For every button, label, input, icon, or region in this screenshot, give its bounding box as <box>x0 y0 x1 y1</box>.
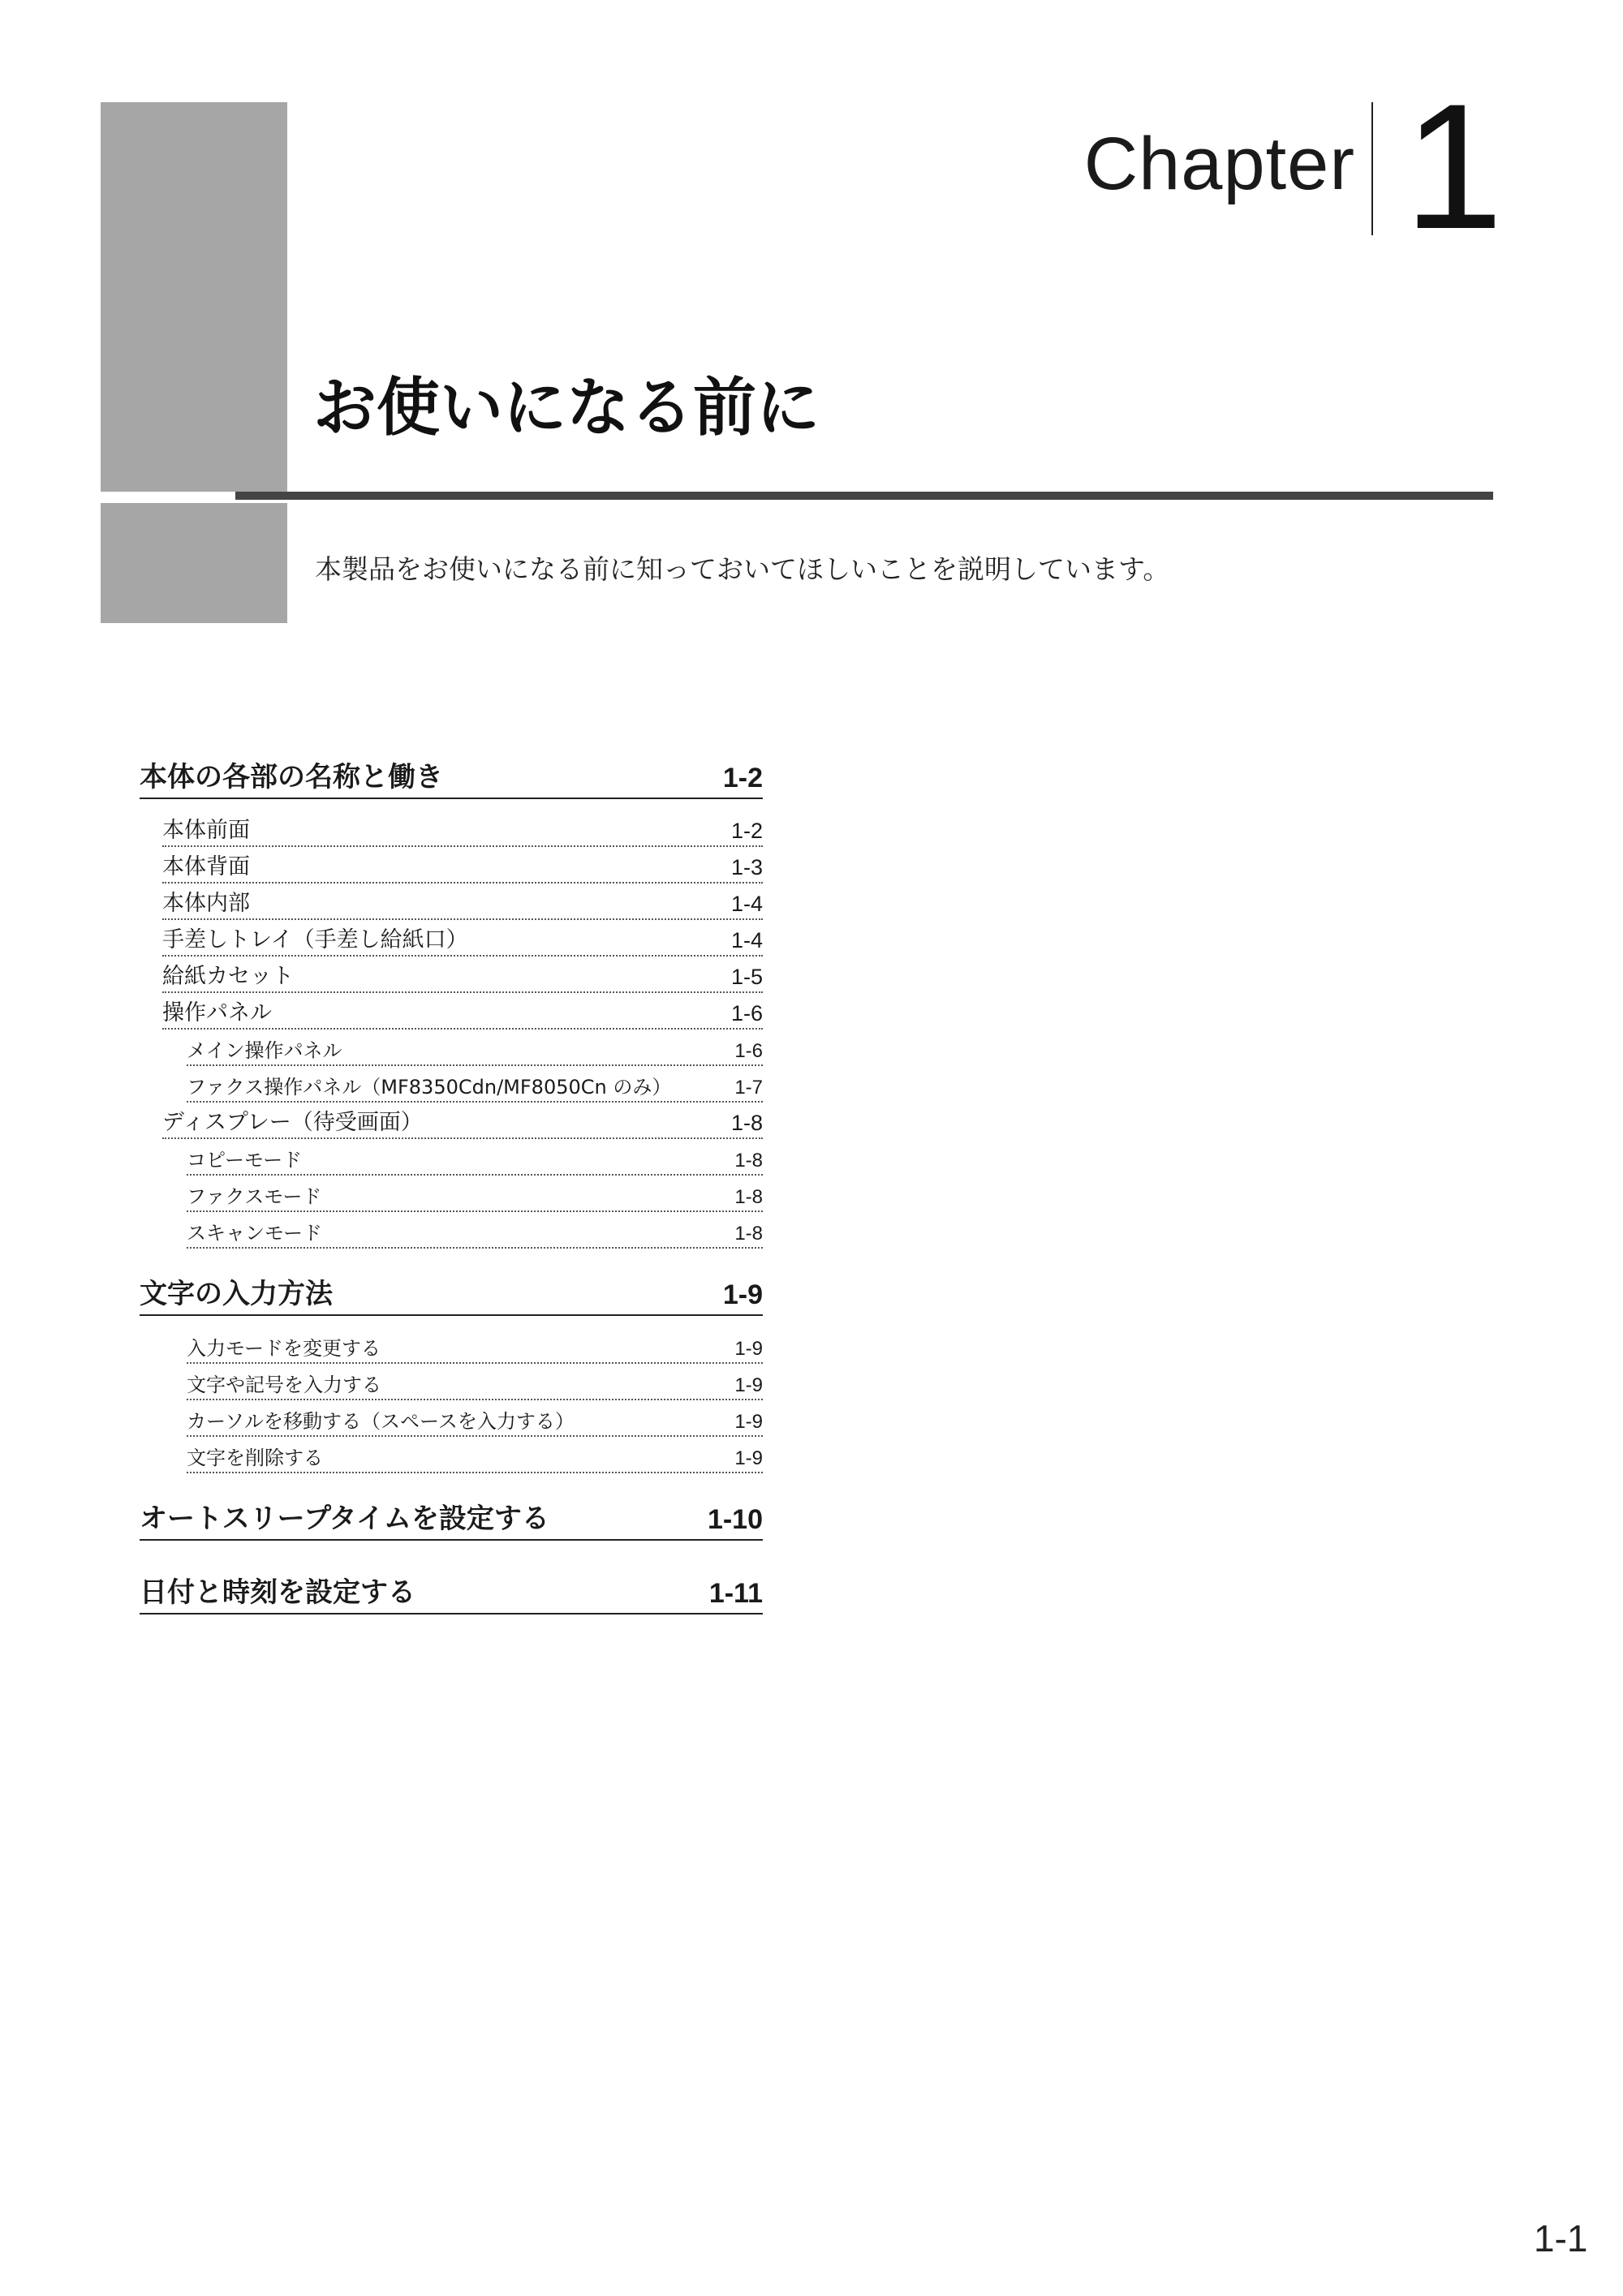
toc-section-title: オートスリープタイムを設定する <box>140 1503 549 1535</box>
toc-item-page: 1-9 <box>734 1374 763 1396</box>
toc-item-page: 1-9 <box>734 1411 763 1433</box>
toc-item-page: 1-6 <box>734 1040 763 1062</box>
chapter-separator <box>1371 102 1373 235</box>
toc-item-page: 1-5 <box>730 965 763 989</box>
toc-item-title: メイン操作パネル <box>187 1039 342 1062</box>
toc-item-list <box>140 810 763 1249</box>
toc-item-page: 1-9 <box>734 1338 763 1360</box>
toc-item-title: コピーモード <box>187 1149 303 1172</box>
toc-item[interactable] <box>187 1364 763 1400</box>
title-rule <box>235 492 1493 500</box>
toc-item-page: 1-8 <box>734 1150 763 1172</box>
toc-section <box>140 755 763 1249</box>
toc-item-title: 本体内部 <box>162 891 250 916</box>
toc-item-title: ファクスモード <box>187 1185 322 1208</box>
toc-item[interactable] <box>187 1030 763 1066</box>
toc-item[interactable] <box>187 1400 763 1437</box>
toc-item-page: 1-4 <box>730 892 763 916</box>
toc-item-page: 1-8 <box>734 1186 763 1208</box>
chapter-tab-block <box>101 102 287 492</box>
toc-item-page: 1-6 <box>730 1001 763 1025</box>
toc-section-title: 文字の入力方法 <box>140 1278 333 1310</box>
toc-section-page: 1-10 <box>707 1504 763 1535</box>
toc-item[interactable] <box>187 1176 763 1212</box>
toc-item[interactable] <box>162 1103 763 1139</box>
toc-section-title: 本体の各部の名称と働き <box>140 761 443 793</box>
toc-item-title: 文字や記号を入力する <box>187 1374 381 1396</box>
toc-item[interactable] <box>162 920 763 957</box>
toc-item[interactable] <box>162 884 763 920</box>
toc-item-title: ファクス操作パネル（MF8350Cdn/MF8050Cn のみ） <box>187 1076 672 1099</box>
toc-item-page: 1-2 <box>730 819 763 843</box>
toc-item[interactable] <box>187 1139 763 1176</box>
toc-item-page: 1-9 <box>734 1447 763 1469</box>
toc-item-title: 本体前面 <box>162 818 250 843</box>
table-of-contents <box>140 755 763 1644</box>
toc-item-title: カーソルを移動する（スペースを入力する） <box>187 1410 575 1433</box>
toc-item[interactable] <box>162 847 763 884</box>
toc-item-list <box>140 1327 763 1473</box>
toc-item[interactable] <box>187 1212 763 1249</box>
toc-item-page: 1-7 <box>734 1077 763 1099</box>
toc-item-page: 1-8 <box>734 1223 763 1245</box>
toc-section-heading[interactable] <box>140 755 763 799</box>
toc-section <box>140 1271 763 1473</box>
toc-item-title: 本体背面 <box>162 854 250 879</box>
toc-item-title: 給紙カセット <box>162 964 294 989</box>
toc-item-page: 1-3 <box>730 855 763 879</box>
toc-item-title: 文字を削除する <box>187 1447 323 1469</box>
toc-item-title: ディスプレー（待受画面） <box>162 1110 423 1135</box>
chapter-tab-block-lower <box>101 503 287 623</box>
toc-item[interactable] <box>187 1327 763 1364</box>
toc-item[interactable] <box>162 810 763 847</box>
chapter-lead: 本製品をお使いになる前に知っておいてほしいことを説明しています。 <box>315 553 1170 585</box>
toc-section-title: 日付と時刻を設定する <box>140 1576 415 1609</box>
toc-section <box>140 1570 763 1615</box>
toc-item-page: 1-8 <box>730 1111 763 1135</box>
toc-item-title: スキャンモード <box>187 1222 323 1245</box>
toc-section-page: 1-9 <box>722 1279 763 1310</box>
toc-section-page: 1-2 <box>722 763 763 793</box>
chapter-title: お使いになる前に <box>313 372 820 445</box>
toc-item-title: 操作パネル <box>162 1000 272 1025</box>
toc-section-heading[interactable] <box>140 1496 763 1541</box>
toc-item-title: 入力モードを変更する <box>187 1337 381 1360</box>
toc-section-page: 1-11 <box>708 1578 763 1609</box>
toc-item[interactable] <box>187 1437 763 1473</box>
toc-item-page: 1-4 <box>730 928 763 952</box>
chapter-label: Chapter <box>1083 123 1355 205</box>
toc-item[interactable] <box>162 957 763 993</box>
chapter-number: 1 <box>1404 67 1504 266</box>
toc-item[interactable] <box>187 1066 763 1103</box>
toc-item[interactable] <box>162 993 763 1030</box>
toc-item-title: 手差しトレイ（手差し給紙口） <box>162 927 468 952</box>
page-number: 1-1 <box>1534 2217 1588 2259</box>
toc-section <box>140 1496 763 1541</box>
toc-section-heading[interactable] <box>140 1570 763 1615</box>
toc-section-heading[interactable] <box>140 1271 763 1316</box>
